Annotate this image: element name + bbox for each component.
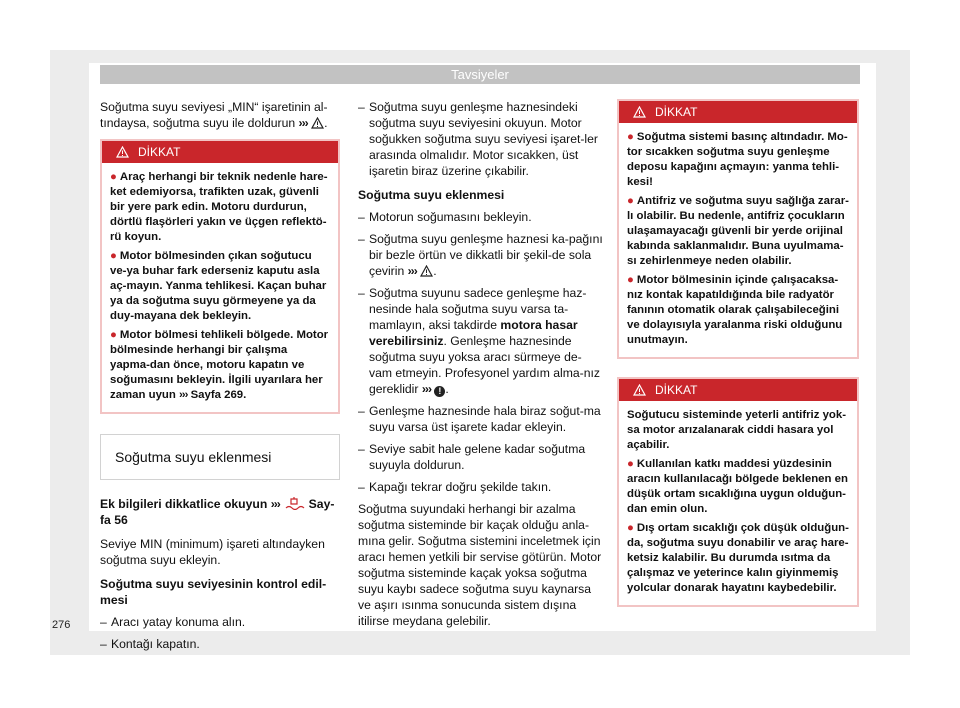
warning-triangle-icon [116,146,129,158]
caution-icon[interactable]: ! [434,386,445,397]
warning-triangle-icon[interactable] [420,265,433,277]
bullet-icon: ● [627,522,634,534]
min-paragraph: Seviye MIN (minimum) işareti altındayken soğutma suyu ekleyin. [100,537,325,567]
section-header: Tavsiyeler [100,65,860,84]
warning-body [619,401,857,605]
warning-title: DİKKAT [655,105,698,119]
section-title-box [100,434,340,480]
bullet-icon: ● [627,195,634,207]
list-item: – Kontağı kapatın. [100,637,200,651]
warning-body [619,123,857,357]
warning-header [619,101,857,123]
list-item: – Kapağı tekrar doğru şekilde takın. [358,480,552,494]
coolant-icon [283,497,305,510]
warning-triangle-icon[interactable] [311,117,324,129]
bullet-icon: ● [110,250,117,262]
warning-item: ● Araç herhangi bir teknik nedenle hare-ket edemiyorsa, trafikten uzak, güvenli bir yere park edin. Motoru durdurun, dörtlü flaşörleri yakın ve üçgen reflektö-rü koyun. [110,171,328,243]
warning-intro: Soğutucu sisteminde yeterli antifriz yok-sa motor arızalanarak ciddi hasara yol açabilir. [627,409,846,451]
column-right [617,99,859,607]
list-item: – Soğutma suyunu sadece genleşme haz-nesinde hala soğutma suyu varsa ta-mamlayın, aksi takdirde motora hasar verebilirsiniz. Genleşme haznesinde soğutma suyu yoksa aracı sürmeye de-vam etmeyin. Profesyonel yardım alma-nız gereklidir ››› ! . [358,286,600,396]
warning-header [102,141,338,163]
warning-box-1 [100,139,340,414]
column-middle [358,99,603,629]
page-ref-link[interactable]: Say-fa 56 [100,497,335,527]
warning-item: ● Motor bölmesi tehlikeli bölgede. Motor bölmesinde herhangi bir çalışma yapma-dan önce, motoru kapatın ve soğumasını bekleyin. İlgili uyarılara her zaman uyun ››› Sayfa 269. [110,329,329,401]
column-left [100,99,340,658]
list-item: – Motorun soğumasını bekleyin. [358,210,532,224]
warning-triangle-icon [633,384,646,396]
add-heading: Soğutma suyu eklenmesi [358,188,505,202]
cross-ref-arrows: ››› [179,389,188,401]
list-item: – Genleşme haznesinde hala biraz soğut-ma suyu varsa üst işarete kadar ekleyin. [358,404,601,434]
bullet-icon: ● [110,329,117,341]
cross-ref-arrows: ››› [421,382,432,396]
warning-item: ● Motor bölmesinden çıkan soğutucu ve-ya buhar fark ederseniz kaputu asla aç-mayın. Yanma tehlikesi. Kaçan buhar ya da soğutma suyu görmeyene ya da duy-mayana dek bekleyin. [110,250,327,322]
bullet-icon: ● [627,458,634,470]
list-item: – Aracı yatay konuma alın. [100,615,246,629]
cross-ref-arrows: ››› [407,264,417,278]
bullet-icon: ● [627,274,634,286]
warning-header [619,379,857,401]
see-also-line: Ek bilgileri dikkatlice okuyun ››› Say-fa 56 [100,497,335,527]
warning-triangle-icon [633,106,646,118]
list-item: – Soğutma suyu genleşme haznesindeki soğutma suyu seviyesini okuyun. Motor soğukken soğutma suyu seviyesi işaret-ler arasında olmalıdır. Motor sıcakken, üst işaretin biraz üzerine çıkabilir. [358,100,598,178]
cross-ref-arrows: ››› [270,497,280,511]
warning-item: ● Dış ortam sıcaklığı çok düşük olduğun-da, soğutma suyu donabilir ve araç hare-ketsiz kalabilir. Bu durumda ısıtma da çalışmaz ve yeterince kalın giyinmemiş yolcular donarak hayatını kaybedebilir. [627,522,849,594]
list-item: – Seviye sabit hale gelene kadar soğutma suyuyla doldurun. [358,442,586,472]
emphasis-text: motora hasar verebilirsiniz [369,318,578,348]
bullet-icon: ● [110,171,117,183]
warning-box-3 [617,377,859,607]
warning-box-2 [617,99,859,359]
page-ref-link[interactable]: Sayfa 269. [190,389,247,401]
check-heading: Soğutma suyu seviyesinin kontrol edil-mesi [100,577,327,607]
warning-title: DİKKAT [655,383,698,397]
closing-paragraph: Soğutma suyundaki herhangi bir azalma soğutma sisteminde bir kaçak olduğu anla-mına gelir. Soğutma sistemini inceletmek için aracı hemen yetkili bir servise götürün. Motor soğutma sisteminde kaçak yoksa soğutma suyu kaybı sadece soğutma suyu kaynarsa ve aşırı ısınma sonucunda sistem dışına itilirse meydana gelebilir. [358,502,602,628]
warning-item: ● Soğutma sistemi basınç altındadır. Mo-tor sıcakken soğutma suyu genleşme deposu kapağını açmayın: yanma tehli-kesi! [627,131,848,188]
warning-item: ● Kullanılan katkı maddesi yüzdesinin aracın kullanılacağı bölgede beklenen en düşük ortam sıcaklığına uygun olduğun-dan emin olun. [627,458,848,515]
section-title: Soğutma suyu eklenmesi [115,449,272,465]
warning-item: ● Antifriz ve soğutma suyu sağlığa zarar-lı olabilir. Bu nedenle, antifriz çocukların ulaşamayacağı güvenli bir yerde orijinal kabında saklanmalıdır. Buna uyulmama-sı zehirlenmeye neden olabilir. [627,195,849,267]
bullet-icon: ● [627,131,634,143]
warning-title: DİKKAT [138,145,181,159]
warning-body [102,163,338,412]
page-number: 276 [52,619,71,631]
list-item: – Soğutma suyu genleşme haznesi ka-pağını bir bezle örtün ve dikkatli bir şekil-de sola çevirin ››› . [358,232,603,278]
warning-item: ● Motor bölmesinin içinde çalışacaksa-nız kontak kapatıldığında bile radyatör fanının otomatik olarak çalışabileceğini ve dolayısıyla yaralanma riski olduğunu unutmayın. [627,274,843,346]
intro-paragraph: Soğutma suyu seviyesi „MIN“ işaretinin al-tındaysa, soğutma suyu ile doldurun ››› . [100,100,328,130]
cross-ref-arrows: ››› [298,116,308,130]
